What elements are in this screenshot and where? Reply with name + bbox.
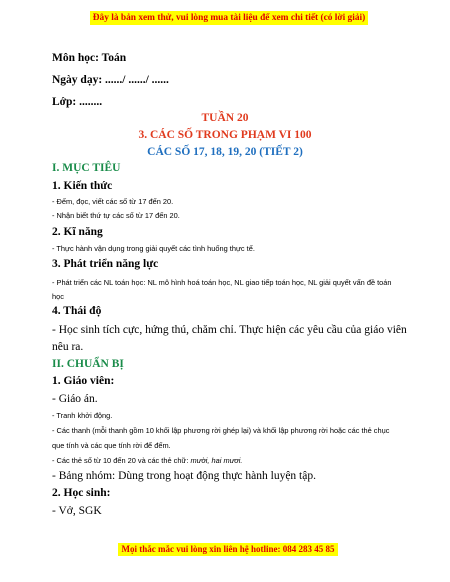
subject-line: Môn học: Toán (52, 52, 127, 64)
section-objectives-heading: I. MỤC TIÊU (52, 162, 121, 174)
date-line: Ngày dạy: ....../ ....../ ...... (52, 74, 169, 86)
attitude-heading: 4. Thái độ (52, 305, 102, 317)
teacher-heading: 1. Giáo viên: (52, 375, 115, 387)
attitude-line-continued: nêu ra. (52, 341, 84, 353)
attitude-line: - Học sinh tích cực, hứng thú, chăm chỉ. Thực hiện các yêu cầu của giáo viên (52, 324, 407, 336)
teacher-bars-item-continued: que tính và các que tính rời để đếm. (52, 441, 171, 450)
knowledge-item: - Nhận biết thứ tự các số từ 17 đến 20. (52, 211, 180, 220)
week-title: TUẦN 20 (201, 112, 249, 124)
competence-line: - Phát triển các NL toán học: NL mô hình hoá toán học, NL giao tiếp toán học, NL giải quyết vấn đề toán (52, 278, 392, 287)
topic-title: CÁC SỐ 17, 18, 19, 20 (TIẾT 2) (147, 146, 303, 158)
teacher-bars-item: - Các thanh (mỗi thanh gồm 10 khối lập phương rời ghép lại) và khối lập phương rời hoặc các thẻ chục (52, 426, 390, 435)
student-item: - Vở, SGK (52, 505, 102, 517)
teacher-cards-text: - Các thẻ số từ 10 đến 20 và các thẻ chữ: (52, 456, 191, 465)
teacher-lesson-plan: - Giáo án. (52, 393, 98, 405)
competence-line-continued: học (52, 292, 64, 301)
competence-heading: 3. Phát triển năng lực (52, 258, 159, 270)
skills-heading: 2. Kĩ năng (52, 226, 103, 238)
preview-banner: Đây là bản xem thử, vui lòng mua tài liệu để xem chi tiết (có lời giải) (90, 11, 368, 25)
student-heading: 2. Học sinh: (52, 487, 111, 499)
hotline-footer: Mọi thắc mắc vui lòng xin liên hệ hotline: 084 283 45 85 (118, 543, 338, 556)
teacher-picture-item: - Tranh khởi động. (52, 411, 113, 420)
teacher-cards-words: mười, hai mươi. (190, 456, 243, 465)
lesson-title: 3. CÁC SỐ TRONG PHẠM VI 100 (138, 129, 312, 141)
class-line: Lớp: ........ (52, 96, 103, 108)
section-preparation-heading: II. CHUẨN BỊ (52, 358, 124, 370)
knowledge-item: - Đếm, đọc, viết các số từ 17 đến 20. (52, 197, 174, 206)
skills-item: - Thực hành vận dụng trong giải quyết các tình huống thực tế. (52, 244, 255, 253)
teacher-cards-item (52, 456, 242, 465)
teacher-board-item: - Bảng nhóm: Dùng trong hoạt động thực hành luyện tập. (52, 470, 316, 482)
knowledge-heading: 1. Kiến thức (52, 180, 113, 192)
